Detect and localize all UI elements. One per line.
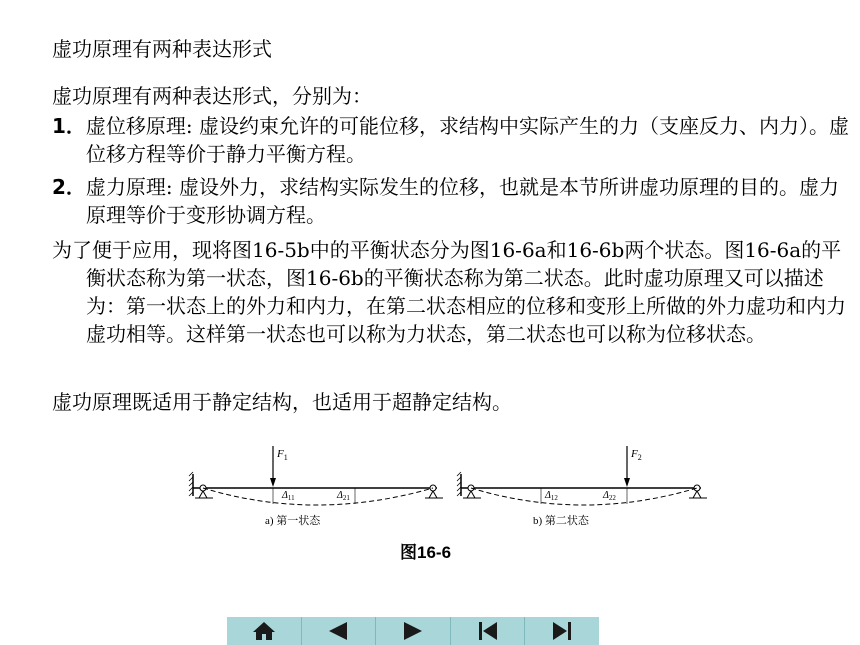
next-icon (400, 620, 426, 642)
previous-button[interactable] (302, 617, 377, 645)
figure-16-6 (185, 440, 715, 532)
home-icon (251, 620, 277, 642)
delta-label: Δ (337, 490, 343, 501)
list-text: 虚位移原理: 虚设约束允许的可能位移，求结构中实际产生的力（支座反力、内力）。虚位移方程等价于静力平衡方程。 (85, 114, 850, 166)
diagram-caption: a) 第一状态 (265, 515, 321, 527)
list-item-1 (52, 112, 856, 168)
list-item-2 (52, 173, 856, 229)
list-number: 1． (52, 114, 86, 138)
svg-text:Δ21: $\Delta_{21}$ (337, 490, 350, 502)
home-button[interactable] (227, 617, 302, 645)
paragraph-conclusion: 虚功原理既适用于静定结构，也适用于超静定结构。 (52, 390, 512, 414)
diagram-state-2 (457, 446, 707, 527)
force-label: F (277, 448, 284, 460)
list-number: 2． (52, 175, 86, 199)
delta-label: Δ (603, 490, 609, 501)
slide-navigation-bar (227, 617, 599, 645)
diagram-caption: b) 第二状态 (533, 515, 589, 527)
delta-label: Δ (282, 490, 288, 501)
force-label: F (631, 448, 638, 460)
svg-text:Δ12: $\Delta_{12}$ (545, 490, 558, 502)
last-slide-button[interactable] (525, 617, 599, 645)
svg-text:F1: $F_1$ (277, 448, 288, 462)
svg-text:F2: $F_2$ (631, 448, 642, 462)
next-button[interactable] (376, 617, 451, 645)
svg-text:Δ11: $\Delta_{11}$ (282, 490, 295, 502)
intro-text: 虚功原理有两种表达形式，分别为： (52, 84, 372, 108)
first-slide-button[interactable] (451, 617, 526, 645)
figure-caption: 图16-6 (400, 543, 452, 562)
delta-label: Δ (545, 490, 551, 501)
previous-icon (325, 620, 351, 642)
last-icon (549, 620, 575, 642)
paragraph-states: 为了便于应用，现将图16-5b中的平衡状态分为图16-6a和16-6b两个状态。图16-6a的平衡状态称为第一状态，图16-6b的平衡状态称为第二状态。此时虚功原理又可以描述为：第一状态上的外力和内力，在第二状态相应的位移和变形上所做的外力虚功和内力虚功相等。这样第一状态也可以称为力状态，第二状态也可以称为位移状态。 (52, 238, 846, 346)
list-text: 虚力原理: 虚设外力，求结构实际发生的位移，也就是本节所讲虚功原理的目的。虚力原理等价于变形协调方程。 (85, 175, 840, 227)
first-icon (475, 620, 501, 642)
diagram-state-1 (189, 446, 443, 527)
svg-text:Δ22: $\Delta_{22}$ (603, 490, 616, 502)
page-title: 虚功原理有两种表达形式 (52, 37, 272, 61)
